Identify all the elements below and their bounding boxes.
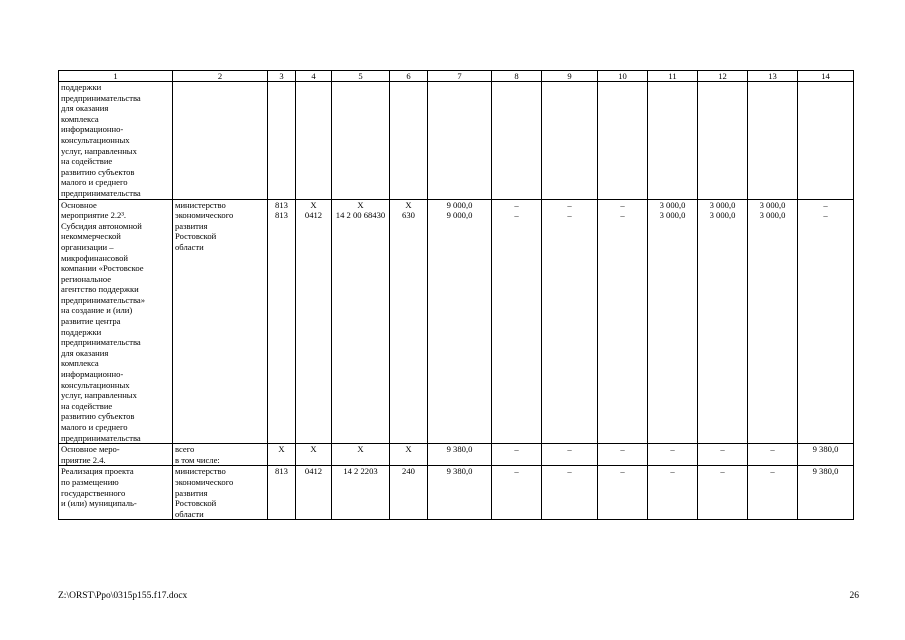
vr-cell xyxy=(390,444,428,466)
cell-value: 9 380,0 xyxy=(446,444,473,455)
cell-value: – xyxy=(514,466,519,477)
column-number: 4 xyxy=(296,71,332,82)
cell-value: 3 000,0 xyxy=(759,210,786,221)
cell-value: 9 380,0 xyxy=(446,466,473,477)
cell-line: для оказания xyxy=(61,347,109,358)
cell-value: 3 000,0 xyxy=(759,199,786,210)
cell-value: 630 xyxy=(402,210,415,221)
cell-line: приятие 2.4. xyxy=(61,454,106,465)
cell-value: X xyxy=(310,444,317,455)
cell-line: микрофинансовой xyxy=(61,252,128,263)
y2023-cell xyxy=(698,199,748,444)
csr-cell xyxy=(332,199,390,444)
cell-value: 14 2 2203 xyxy=(343,466,378,477)
column-number: 10 xyxy=(598,71,648,82)
cell-value: – xyxy=(514,199,519,210)
cell-value: X xyxy=(405,444,412,455)
cell-line: развитие центра xyxy=(61,316,121,327)
total-cell xyxy=(428,199,492,444)
cell-value: X xyxy=(357,199,364,210)
cell-line: развития xyxy=(175,220,208,231)
cell-line: компании «Ростовское xyxy=(61,263,144,274)
cell-value: – xyxy=(770,444,775,455)
document-path: Z:\ORST\Ppo\0315p155.f17.docx xyxy=(58,591,188,601)
cell-line: агентство поддержки xyxy=(61,284,139,295)
measure-name-cell xyxy=(59,466,173,520)
y2022-cell xyxy=(648,199,698,444)
cell-value: 3 000,0 xyxy=(709,210,736,221)
cell-line: консультационных xyxy=(61,379,130,390)
y2024-cell xyxy=(748,444,798,466)
cell-line: министерство xyxy=(175,466,226,477)
column-number-row xyxy=(59,71,854,82)
cell-value: – xyxy=(567,466,572,477)
y2020-cell xyxy=(542,466,598,520)
cell-line: некоммерческой xyxy=(61,231,121,242)
cell-line: развития xyxy=(175,487,208,498)
budget-table xyxy=(58,70,854,520)
cell-line: организации – xyxy=(61,241,114,252)
cell-line: Основное xyxy=(61,199,97,210)
cell-line: развитию субъектов xyxy=(61,166,135,177)
cell-value: – xyxy=(567,199,572,210)
cell-line: мероприятие 2.2³. xyxy=(61,210,127,221)
y2021-cell xyxy=(598,199,648,444)
cell-value: – xyxy=(823,199,828,210)
y2023-cell xyxy=(698,466,748,520)
column-number: 1 xyxy=(59,71,173,82)
cell-value: X xyxy=(310,199,317,210)
cell-line: предпринимательства xyxy=(61,187,141,198)
cell-value: – xyxy=(823,210,828,221)
column-number: 2 xyxy=(173,71,268,82)
column-number: 6 xyxy=(390,71,428,82)
cell-line: предпринимательства xyxy=(61,337,141,348)
cell-line: информационно- xyxy=(61,124,124,135)
cell-value: 813 xyxy=(275,210,288,221)
y2023-cell xyxy=(698,444,748,466)
cell-line: всего xyxy=(175,444,195,455)
cell-value: 3 000,0 xyxy=(709,199,736,210)
column-number: 3 xyxy=(268,71,296,82)
cell-value: – xyxy=(514,210,519,221)
cell-line: Реализация проекта xyxy=(61,466,134,477)
cell-line: и (или) муниципаль- xyxy=(61,498,137,509)
y2022-cell xyxy=(648,466,698,520)
measure-name-cell xyxy=(59,444,173,466)
cell-value: – xyxy=(720,466,725,477)
csr-cell xyxy=(332,466,390,520)
y2020-cell xyxy=(542,199,598,444)
cell-line: по размещению xyxy=(61,476,119,487)
total-cell xyxy=(428,466,492,520)
cell-value: 0412 xyxy=(304,210,323,221)
y2021-cell xyxy=(598,444,648,466)
cell-value: – xyxy=(770,466,775,477)
cell-value: – xyxy=(620,199,625,210)
cell-value: – xyxy=(567,210,572,221)
cell-line: экономического xyxy=(175,476,234,487)
cell-line: предпринимательства xyxy=(61,432,141,443)
y2025-cell xyxy=(798,199,854,444)
y2019-cell xyxy=(492,199,542,444)
cell-value: 14 2 00 68430 xyxy=(335,210,386,221)
y2022-cell xyxy=(648,444,698,466)
rzpr-cell xyxy=(296,199,332,444)
cell-value: 240 xyxy=(402,466,415,477)
cell-line: области xyxy=(175,241,204,252)
cell-value: 9 380,0 xyxy=(812,444,839,455)
executor-cell xyxy=(173,444,268,466)
cell-value: – xyxy=(670,444,675,455)
cell-value: X xyxy=(278,444,285,455)
csr-cell xyxy=(332,444,390,466)
cell-line: государственного xyxy=(61,487,126,498)
cell-value: 9 000,0 xyxy=(446,199,473,210)
cell-value: 813 xyxy=(275,199,288,210)
column-number: 12 xyxy=(698,71,748,82)
cell-line: Основное меро- xyxy=(61,444,120,455)
column-number: 9 xyxy=(542,71,598,82)
cell-value: – xyxy=(514,444,519,455)
column-number: 14 xyxy=(798,71,854,82)
cell-value: X xyxy=(405,199,412,210)
cell-line: экономического xyxy=(175,210,234,221)
cell-value: – xyxy=(720,444,725,455)
cell-line: комплекса xyxy=(61,113,99,124)
cell-line: на содействие xyxy=(61,400,113,411)
cell-value: 0412 xyxy=(304,466,323,477)
page-number: 26 xyxy=(849,591,859,601)
cell-line: поддержки xyxy=(61,82,102,92)
cell-value: 3 000,0 xyxy=(659,199,686,210)
cell-line: развитию субъектов xyxy=(61,411,135,422)
column-number: 13 xyxy=(748,71,798,82)
cell-value: – xyxy=(620,444,625,455)
vr-cell xyxy=(390,466,428,520)
cell-line: поддержки xyxy=(61,326,102,337)
cell-line: предпринимательства» xyxy=(61,294,146,305)
cell-value: – xyxy=(620,210,625,221)
table-row xyxy=(59,444,854,466)
rzpr-cell xyxy=(296,444,332,466)
kgrbs-cell xyxy=(268,199,296,444)
rzpr-cell xyxy=(296,466,332,520)
cell-value: 813 xyxy=(275,466,288,477)
cell-line: в том числе: xyxy=(175,454,220,465)
cell-line: Субсидия автономной xyxy=(61,220,142,231)
column-number: 7 xyxy=(428,71,492,82)
cell-value: – xyxy=(567,444,572,455)
cell-line: малого и среднего xyxy=(61,422,128,432)
column-number: 5 xyxy=(332,71,390,82)
cell-line: комплекса xyxy=(61,358,99,369)
table-row xyxy=(59,466,854,520)
cell-value: – xyxy=(620,466,625,477)
cell-line: информационно- xyxy=(61,369,124,380)
executor-cell xyxy=(173,466,268,520)
cell-line: услуг, направленных xyxy=(61,390,137,401)
y2021-cell xyxy=(598,466,648,520)
vr-cell xyxy=(390,199,428,444)
cell-value: 3 000,0 xyxy=(659,210,686,221)
cell-line: консультационных xyxy=(61,134,130,145)
cell-line: Ростовской xyxy=(175,231,217,242)
cell-line: услуг, направленных xyxy=(61,145,137,156)
y2024-cell xyxy=(748,199,798,444)
cell-value: 9 380,0 xyxy=(812,466,839,477)
cell-line: Ростовской xyxy=(175,498,217,509)
cell-line: на содействие xyxy=(61,156,113,167)
cell-line: региональное xyxy=(61,273,112,284)
table-row xyxy=(59,82,854,200)
column-number: 8 xyxy=(492,71,542,82)
cell-value: 9 000,0 xyxy=(446,210,473,221)
executor-cell xyxy=(173,199,268,444)
cell-value: X xyxy=(357,444,364,455)
kgrbs-cell xyxy=(268,444,296,466)
y2025-cell xyxy=(798,444,854,466)
table-row xyxy=(59,199,854,444)
y2025-cell xyxy=(798,466,854,520)
cell-value: – xyxy=(670,466,675,477)
total-cell xyxy=(428,444,492,466)
kgrbs-cell xyxy=(268,466,296,520)
measure-name-cell xyxy=(59,199,173,444)
y2020-cell xyxy=(542,444,598,466)
column-number: 11 xyxy=(648,71,698,82)
cell-line: области xyxy=(175,508,204,519)
y2024-cell xyxy=(748,466,798,520)
cell-line: на создание и (или) xyxy=(61,305,133,316)
cell-line: для оказания xyxy=(61,103,109,114)
cell-line: предпринимательства xyxy=(61,92,141,103)
y2019-cell xyxy=(492,466,542,520)
cell-line: министерство xyxy=(175,199,226,210)
measure-name-cell xyxy=(59,82,173,200)
y2019-cell xyxy=(492,444,542,466)
cell-line: малого и среднего xyxy=(61,177,128,188)
